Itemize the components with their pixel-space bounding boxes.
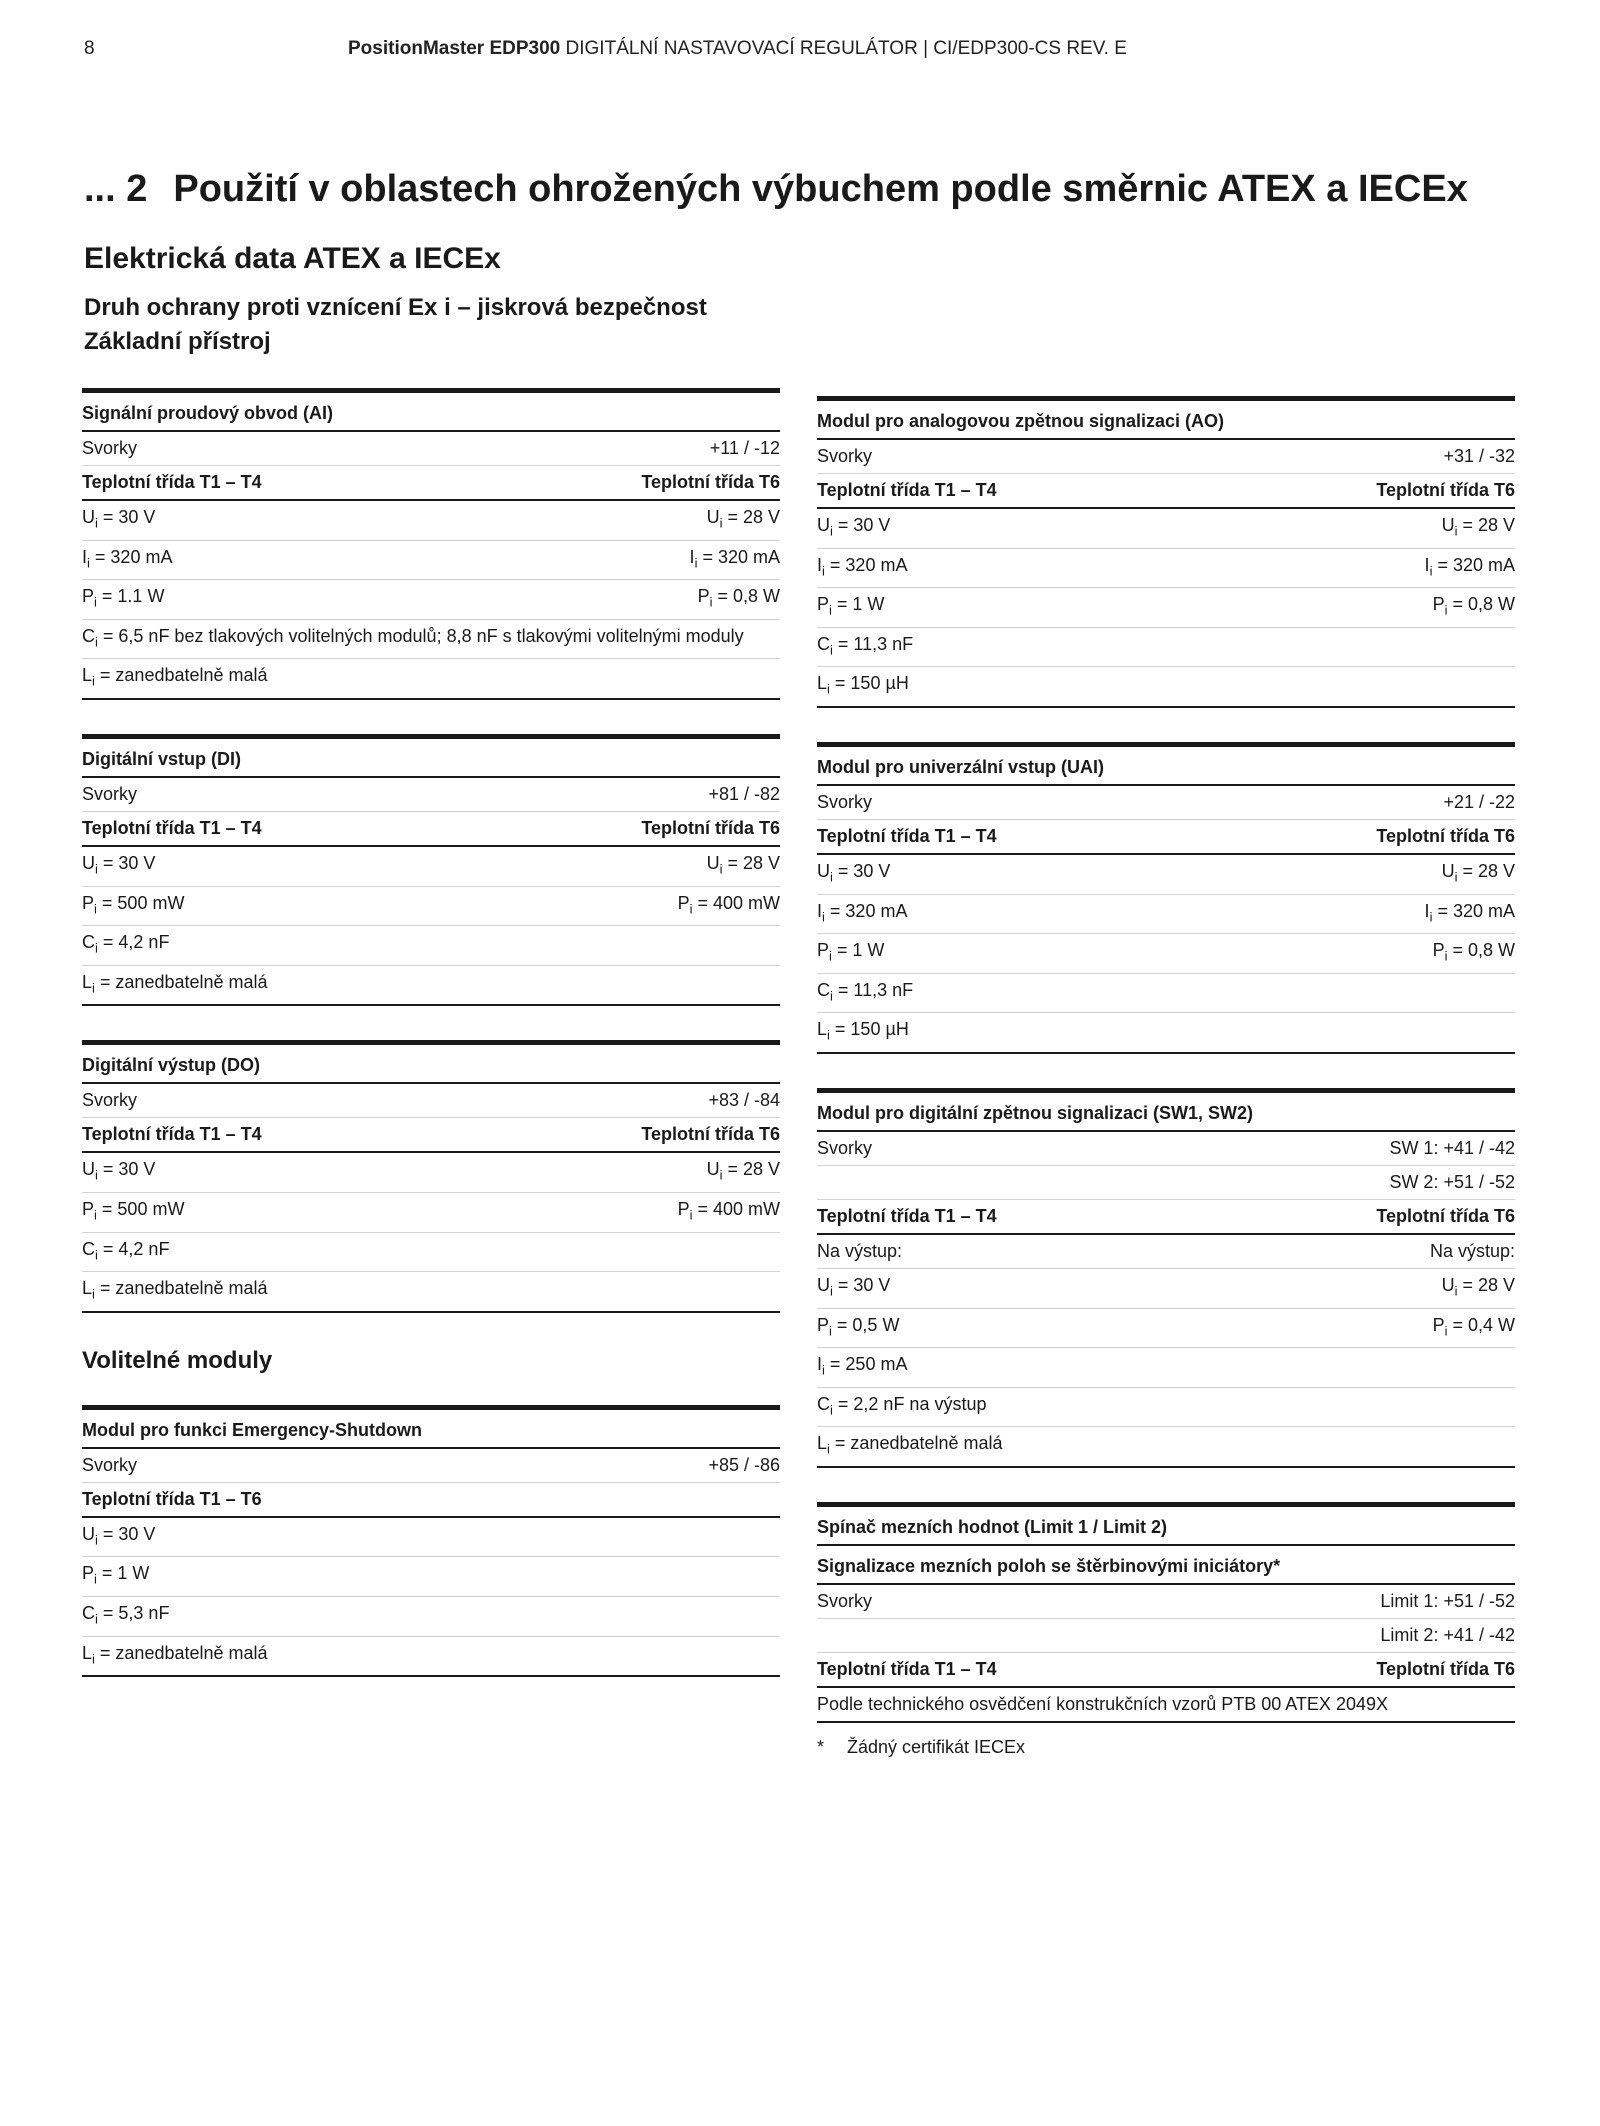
table-title-text: Digitální výstup (DO) [82,1055,261,1076]
cell-left: $L_i = 150$ µH [817,673,909,697]
footnote-mark: * [817,1736,825,1757]
table-title [82,393,780,432]
table-row [817,1688,1515,1723]
cell-right: $U_i = 28$ V [706,507,780,531]
table-row [82,778,780,812]
header-rest: DIGITÁLNÍ NASTAVOVACÍ REGULÁTOR | CI/EDP300-CS REV. E [560,38,1127,59]
chapter-title-text: Použití v oblastech ohrožených výbuchem podle směrnic ATEX a IECEx [173,168,1468,210]
cell-right: $P_i = 0,8$ W [697,586,780,610]
table-title-text: Modul pro univerzální vstup (UAI) [817,756,1104,777]
spec-table [82,1040,780,1312]
cell-left: $P_i = 1$ W [817,594,885,618]
table-row [817,667,1515,708]
table-row [82,1193,780,1233]
cell-left: Svorky [82,1454,138,1475]
cell-left: Teplotní třída T1 – T4 [817,1658,997,1679]
cell-right: $U_i = 28$ V [1441,1274,1515,1299]
table-row [82,1153,780,1193]
table-row [817,895,1515,935]
cell-left: $L_i$ = zanedbatelně malá [82,971,268,996]
cell-left: $I_i = 250$ mA [817,1354,908,1378]
table-row [82,620,780,660]
spec-table [817,742,1515,1054]
cell-left: $P_i = 1.1$ W [82,586,165,610]
cell-left: $C_i = 2,2$ nF na výstup [817,1393,987,1418]
cell-left: $L_i$ = zanedbatelně malá [82,1278,268,1302]
table-row [817,509,1515,549]
table-row [82,966,780,1007]
spec-table [82,1405,780,1677]
cell-left: $U_i = 30$ V [817,1274,891,1299]
table-row [82,432,780,466]
table-row [82,926,780,966]
cell-left: $L_i$ = zanedbatelně malá [817,1433,1003,1457]
table-title-text: Modul pro analogovou zpětnou signalizaci (AO) [817,411,1224,431]
table-title [817,747,1515,786]
cell-left: $C_i = 4,2$ nF [82,932,170,956]
cell-right: +81 / -82 [708,783,780,804]
cell-right: Limit 1: +51 / -52 [1380,1590,1515,1611]
table-row [82,1518,780,1558]
right-column [817,396,1515,1763]
table-row [817,855,1515,895]
cell-left: $U_i = 30$ V [817,860,891,885]
table-row [817,1269,1515,1309]
table-row [82,1272,780,1313]
cell-left: Svorky [817,1137,873,1158]
cell-left: Svorky [82,438,138,458]
table-title [82,1045,780,1084]
page-number: 8 [84,38,95,59]
table-header-row [817,1200,1515,1235]
cell-right: +11 / -12 [709,438,780,458]
cell-left: Teplotní třída T1 – T4 [817,480,997,500]
table-row [817,786,1515,820]
cell-left: Svorky [817,446,873,466]
table-row [817,440,1515,474]
table-row [82,1637,780,1678]
cell-right: $P_i = 400$ mW [677,1198,780,1223]
footnote [817,1731,1515,1763]
cell-right: Teplotní třída T6 [1376,825,1515,846]
table-row [817,1132,1515,1166]
table-row [817,1235,1515,1269]
cell-right: $U_i = 28$ V [706,1159,780,1183]
cell-left: $L_i$ = zanedbatelně malá [82,665,268,689]
table-title [817,1093,1515,1132]
table-row [817,1546,1515,1585]
table-row [817,974,1515,1014]
cell-right: $U_i = 28$ V [1441,860,1515,885]
cell-right: $I_i = 320$ mA [1424,900,1515,925]
spec-table [817,1088,1515,1468]
table-header-row [82,1483,780,1518]
table-title [817,1507,1515,1546]
cell-right: Teplotní třída T6 [1376,480,1515,500]
cell-left: Teplotní třída T1 – T4 [817,825,997,846]
cell-right: $I_i = 320$ mA [689,546,780,571]
table-row [817,1619,1515,1653]
cell-left: $I_i = 320$ mA [817,900,908,925]
table-header-row [82,1118,780,1153]
cell-left: Na výstup: [817,1240,903,1261]
cell-left: Teplotní třída T1 – T4 [82,472,262,492]
cell-left: $P_i = 1$ W [817,940,885,964]
table-row [82,1084,780,1118]
cell-left: $I_i = 320$ mA [82,546,173,571]
cell-left: $U_i = 30$ V [82,1523,156,1548]
table-row [82,1449,780,1483]
table-row [82,580,780,620]
table-header-row [817,474,1515,509]
cell-left: $L_i = 150$ µH [817,1019,909,1043]
table-row [817,549,1515,589]
cell-right: Teplotní třída T6 [641,817,780,838]
table-row [82,1557,780,1597]
cell-right: +83 / -84 [708,1090,780,1111]
table-row [817,1309,1515,1349]
cell-left: $U_i = 30$ V [82,507,156,531]
cell-right: +85 / -86 [708,1454,780,1475]
cell-right: $I_i = 320$ mA [1424,554,1515,579]
table-row [817,1427,1515,1468]
chapter-title [84,168,1544,211]
spec-table [82,734,780,1006]
cell-left: $L_i$ = zanedbatelně malá [82,1642,268,1667]
table-row [817,934,1515,974]
cell-left: Teplotní třída T1 – T6 [82,1488,262,1509]
cell-right: $P_i = 0,8$ W [1432,940,1515,964]
table-header-row [82,466,780,501]
table-title-text: Digitální vstup (DI) [82,748,241,769]
spec-table [82,388,780,700]
table-row [817,1585,1515,1619]
table-row [817,588,1515,628]
table-title-text: Modul pro digitální zpětnou signalizaci (SW1, SW2) [817,1102,1253,1123]
cell-left: $C_i = 11,3$ nF [817,633,914,658]
table-row [82,501,780,541]
cell-right: Limit 2: +41 / -42 [1380,1624,1515,1645]
cell-left: $U_i = 30$ V [82,1159,156,1183]
cell-right: Teplotní třída T6 [641,1124,780,1145]
spec-table [817,1502,1515,1723]
cell-right: Na výstup: [1429,1240,1515,1261]
cell-left: $P_i = 0,5$ W [817,1314,900,1339]
cell-right: +21 / -22 [1443,791,1515,812]
cell-left: $P_i = 500$ mW [82,892,185,917]
table-row [817,1348,1515,1388]
cell-left: Svorky [817,791,873,812]
table-title-text: Spínač mezních hodnot (Limit 1 / Limit 2) [817,1516,1168,1537]
table-row [82,659,780,700]
cell-right: Teplotní třída T6 [1376,1205,1515,1226]
subsection-title: Druh ochrany proti vznícení Ex i – jiskrová bezpečnost [84,294,707,321]
header-text [348,38,1127,60]
cell-left: $C_i = 6,5$ nF bez tlakových volitelných modulů; 8,8 nF s tlakovými volitelnými moduly [82,625,744,650]
cell-left: $P_i = 500$ mW [82,1198,185,1223]
cell-right: Teplotní třída T6 [641,472,780,492]
table-row [817,1388,1515,1428]
cell-left: Teplotní třída T1 – T4 [817,1205,997,1226]
cell-left: Teplotní třída T1 – T4 [82,817,262,838]
cell-left: $C_i = 4,2$ nF [82,1238,170,1263]
spec-table [817,396,1515,708]
chapter-number: ... 2 [84,168,148,210]
table-title [82,1410,780,1449]
table-row [82,887,780,927]
cell-left: Svorky [82,783,138,804]
cell-right: Teplotní třída T6 [1376,1658,1515,1679]
cell-left: $C_i = 11,3$ nF [817,979,914,1004]
table-row [817,1166,1515,1200]
table-title [82,739,780,778]
cell-left: $U_i = 30$ V [82,852,156,877]
cell-right: SW 2: +51 / -52 [1389,1171,1515,1192]
cell-left: $P_i = 1$ W [82,1563,150,1587]
cell-left: $I_i = 320$ mA [817,554,908,579]
cell-right: SW 1: +41 / -42 [1389,1137,1515,1158]
cell-right: $P_i = 400$ mW [677,892,780,917]
cell-right: +31 / -32 [1443,446,1515,466]
table-header-row [82,812,780,847]
cell-right: $P_i = 0,8$ W [1432,594,1515,618]
cell-left: Signalizace mezních poloh se štěrbinovými iniciátory* [817,1555,1281,1576]
table-title-text: Signální proudový obvod (AI) [82,403,333,423]
table-header-row [817,1653,1515,1688]
subsection-subtitle: Základní přístroj [84,328,271,355]
left-column [82,388,780,1711]
cell-left: Podle technického osvědčení konstrukčních vzorů PTB 00 ATEX 2049X [817,1693,1388,1714]
table-header-row [817,820,1515,855]
table-row [82,847,780,887]
table-title-text: Modul pro funkci Emergency-Shutdown [82,1419,423,1440]
cell-left: $C_i = 5,3$ nF [82,1602,170,1627]
table-row [82,1233,780,1273]
cell-left: $U_i = 30$ V [817,515,891,539]
footnote-text: Žádný certifikát IECEx [847,1736,1026,1757]
cell-left: Teplotní třída T1 – T4 [82,1124,262,1145]
section-title: Elektrická data ATEX a IECEx [84,242,501,275]
cell-right: $P_i = 0,4$ W [1432,1314,1515,1339]
table-row [817,628,1515,668]
cell-right: $U_i = 28$ V [1441,515,1515,539]
table-row [82,1597,780,1637]
table-row [82,541,780,581]
optional-modules-heading: Volitelné moduly [82,1346,273,1374]
header-product: PositionMaster EDP300 [348,38,561,59]
table-row [817,1013,1515,1054]
table-title [817,401,1515,440]
cell-left: Svorky [82,1090,138,1111]
cell-left: Svorky [817,1590,873,1611]
cell-right: $U_i = 28$ V [706,852,780,877]
